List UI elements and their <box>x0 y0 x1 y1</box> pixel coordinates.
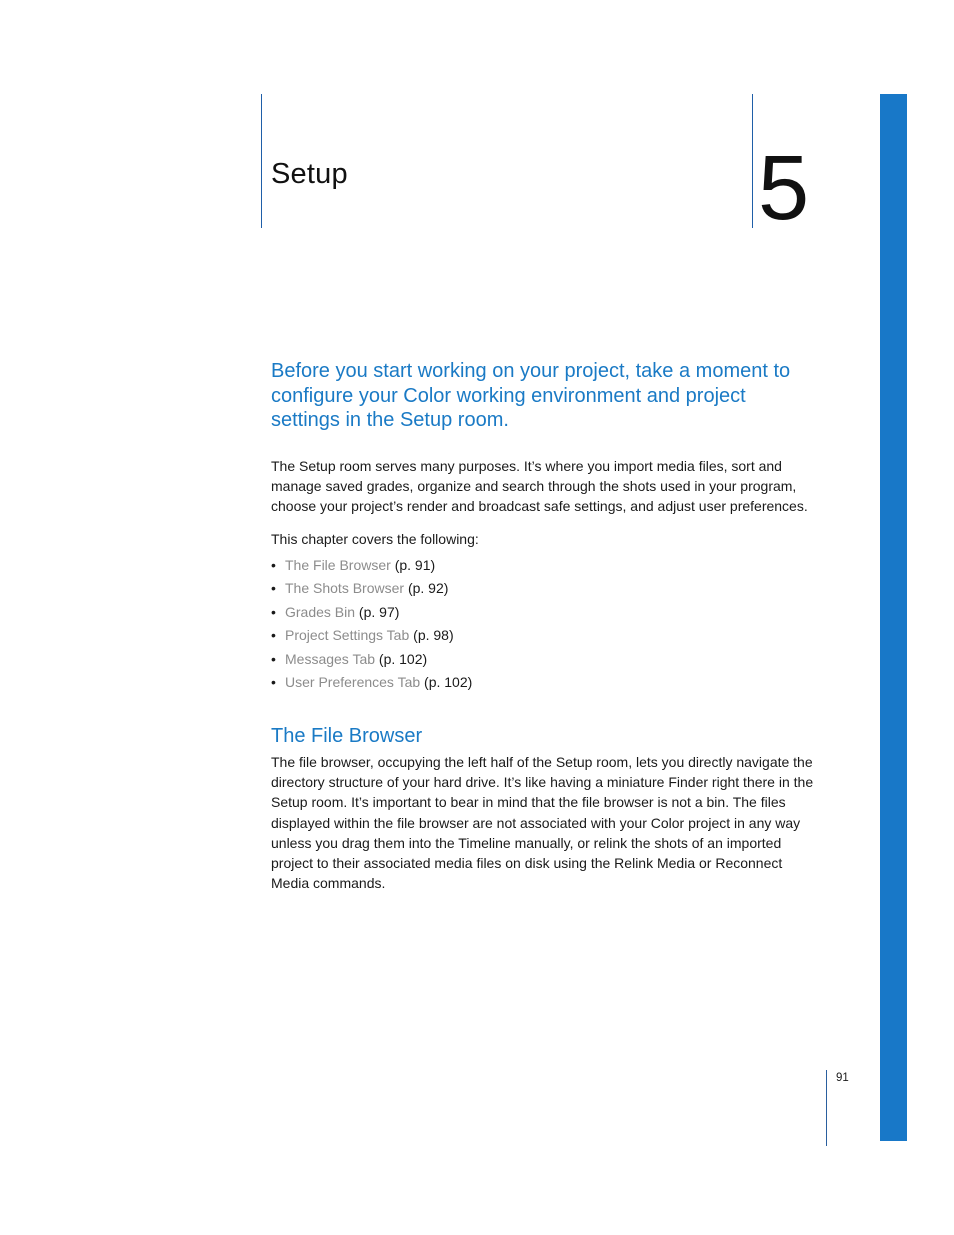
bullet: • <box>271 673 276 690</box>
chapter-number-rule <box>752 94 753 228</box>
bullet: • <box>271 557 276 573</box>
list-item <box>271 601 472 624</box>
list-item <box>271 554 472 577</box>
chapter-title: Setup <box>271 158 348 190</box>
bullet: • <box>271 627 276 644</box>
section-heading-file-browser: The File Browser <box>271 725 423 747</box>
bullet: • <box>271 580 276 597</box>
list-item <box>271 648 472 671</box>
toc-link-messages-tab[interactable]: Messages Tab <box>285 650 376 667</box>
setup-room-paragraph: The Setup room serves many purposes. It’s where you import media files, sort and manage saved grades, organize and search through the shots used in your program, choose your project’s render and broadcast safe settings, and adjust user preferences. <box>271 458 808 515</box>
chapter-covers-paragraph: This chapter covers the following: <box>271 531 479 547</box>
file-browser-paragraph: The file browser, occupying the left half of the Setup room, lets you directly navigate the directory structure of your hard drive. It’s like having a miniature Finder right there in the Setup room. It’s important to bear in mind that the file browser is not a bin. The files displayed within the file browser are not associated with your Color project in any way unless you drag them into the Timeline manually, or relink the shots of an imported project to their associated media files on disk using the Relink Media or Reconnect Media commands. <box>271 754 814 892</box>
toc-link-project-settings-tab[interactable]: Project Settings Tab <box>285 627 410 644</box>
toc-page-ref: (p. 102) <box>420 673 473 690</box>
toc-link-user-preferences-tab[interactable]: User Preferences Tab <box>285 673 421 690</box>
toc-link-shots-browser[interactable]: The Shots Browser <box>285 580 405 597</box>
toc-link-file-browser[interactable]: The File Browser <box>285 557 391 573</box>
list-item <box>271 577 472 600</box>
list-item <box>271 671 472 694</box>
chapter-contents-list <box>271 554 472 694</box>
toc-page-ref: (p. 97) <box>355 603 400 620</box>
list-item <box>271 624 472 647</box>
bullet: • <box>271 603 276 620</box>
toc-page-ref: (p. 92) <box>404 580 449 597</box>
chapter-number: 5 <box>758 137 810 239</box>
chapter-intro: Before you start working on your project, take a moment to configure your Color working environment and project settings in the Setup room. <box>271 360 791 431</box>
chapter-title-rule <box>261 94 262 228</box>
toc-page-ref: (p. 91) <box>390 557 436 573</box>
toc-link-grades-bin[interactable]: Grades Bin <box>285 603 356 620</box>
bullet: • <box>271 650 276 667</box>
page-number-rule <box>826 1070 827 1146</box>
toc-page-ref: (p. 102) <box>375 650 428 667</box>
page-number: 91 <box>836 1072 849 1084</box>
toc-page-ref: (p. 98) <box>409 627 454 644</box>
chapter-side-tab <box>880 94 907 1141</box>
